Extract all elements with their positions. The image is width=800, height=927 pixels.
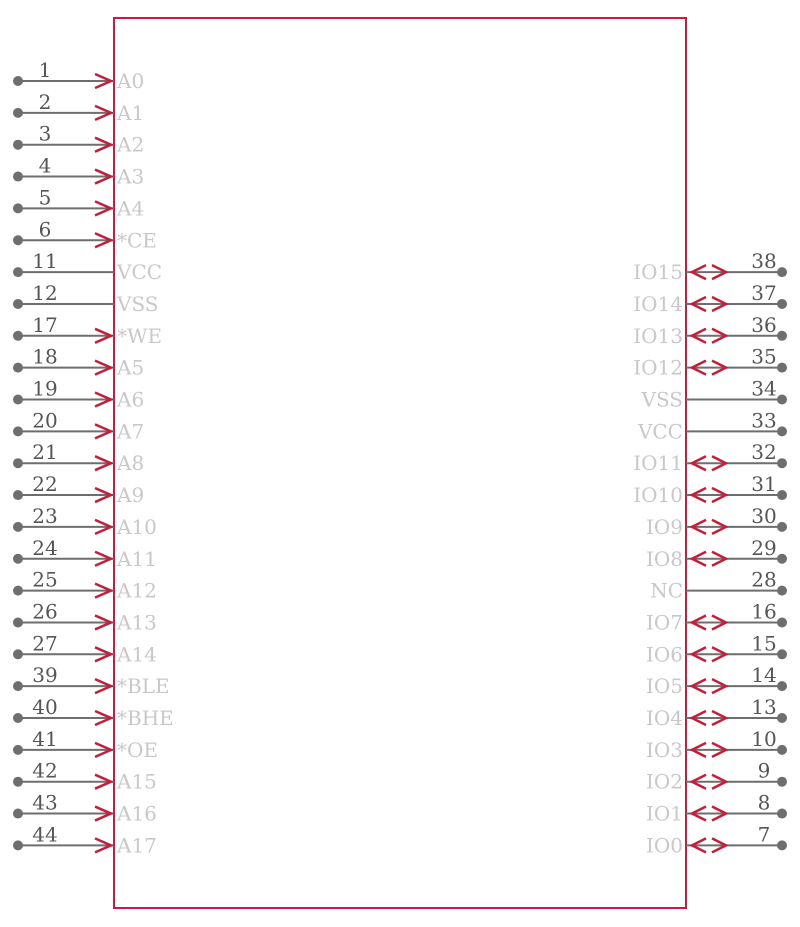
pin-end-dot: [13, 299, 23, 309]
pin-name: IO12: [633, 355, 683, 380]
pin-end-dot: [777, 617, 787, 627]
pin-number: 25: [32, 567, 58, 592]
pin-number: 10: [751, 726, 777, 751]
pin-end-dot: [777, 681, 787, 691]
pin-number: 17: [32, 312, 58, 337]
pin-name: A11: [117, 546, 157, 571]
pin-end-dot: [13, 649, 23, 659]
pin-number: 29: [751, 535, 777, 560]
pin-34: [641, 377, 788, 412]
pin-name: A17: [117, 833, 157, 858]
pin-22: [13, 472, 144, 507]
pin-end-dot: [777, 299, 787, 309]
pin-number: 14: [751, 663, 777, 688]
pin-number: 11: [32, 249, 58, 274]
pin-name: IO13: [633, 323, 683, 348]
pin-8: [646, 791, 787, 826]
pin-name: A0: [117, 69, 145, 93]
pin-name: A4: [117, 196, 145, 221]
pin-name: A15: [117, 769, 157, 794]
pin-number: 31: [751, 472, 777, 497]
pin-name: IO8: [645, 546, 683, 571]
pin-name: A7: [117, 419, 145, 444]
pin-number: 8: [757, 790, 771, 815]
pin-13: [646, 695, 787, 730]
pin-name: NC: [650, 578, 683, 603]
pin-end-dot: [777, 554, 787, 564]
pin-name: IO7: [645, 610, 683, 635]
pin-number: 6: [38, 217, 52, 242]
pin-end-dot: [13, 840, 23, 850]
pin-name: A6: [117, 387, 145, 412]
pin-name: VSS: [117, 291, 159, 316]
pin-2: [13, 90, 144, 125]
pin-35: [633, 345, 787, 380]
pin-42: [13, 759, 157, 794]
pin-end-dot: [13, 426, 23, 436]
pin-number: 12: [32, 280, 58, 305]
pin-15: [646, 631, 787, 666]
pin-end-dot: [13, 172, 23, 182]
pin-end-dot: [777, 331, 787, 341]
pin-end-dot: [777, 458, 787, 468]
pin-18: [13, 345, 144, 380]
pin-number: 26: [32, 599, 58, 624]
pin-end-dot: [13, 713, 23, 723]
pin-end-dot: [13, 203, 23, 213]
pin-number: 9: [757, 758, 771, 783]
pin-4: [13, 154, 144, 189]
pin-21: [13, 440, 144, 475]
pin-end-dot: [13, 267, 23, 277]
pin-number: 40: [32, 695, 58, 719]
pin-number: 4: [38, 153, 52, 178]
pin-23: [13, 504, 157, 539]
pin-name: A13: [117, 610, 157, 635]
pin-name: *BLE: [117, 674, 170, 699]
pin-end-dot: [13, 554, 23, 564]
pin-name: *CE: [117, 228, 157, 253]
pin-name: A12: [117, 578, 157, 603]
pin-19: [13, 377, 144, 412]
pin-9: [646, 759, 787, 794]
left-pin-group: [13, 58, 174, 857]
pin-end-dot: [777, 267, 787, 277]
pin-number: 34: [751, 376, 777, 401]
pin-end-dot: [13, 617, 23, 627]
pin-name: IO3: [645, 737, 683, 762]
pin-6: [13, 217, 157, 252]
pin-end-dot: [777, 586, 787, 596]
pin-end-dot: [777, 713, 787, 723]
pin-number: 2: [38, 89, 52, 114]
pin-number: 38: [751, 249, 777, 274]
pin-name: IO9: [645, 514, 683, 539]
pin-end-dot: [13, 235, 23, 245]
pin-end-dot: [13, 395, 23, 405]
pin-end-dot: [13, 681, 23, 691]
pin-number: 37: [751, 280, 777, 305]
pin-end-dot: [13, 108, 23, 118]
pin-number: 7: [757, 822, 771, 847]
pin-29: [646, 536, 787, 571]
pin-name: IO2: [645, 769, 683, 794]
pin-number: 30: [751, 503, 777, 528]
pin-5: [13, 185, 144, 220]
pin-16: [646, 599, 787, 634]
pin-number: 44: [32, 822, 58, 847]
pin-end-dot: [13, 363, 23, 373]
pin-end-dot: [777, 363, 787, 373]
pin-name: IO5: [645, 674, 683, 699]
pin-number: 27: [32, 631, 58, 656]
pin-name: VCC: [637, 419, 683, 444]
pin-name: IO15: [633, 260, 683, 285]
pin-name: VSS: [641, 387, 683, 412]
pin-end-dot: [777, 840, 787, 850]
pin-number: 28: [751, 567, 777, 592]
pin-39: [13, 663, 170, 698]
pin-25: [13, 568, 157, 603]
pin-31: [633, 472, 787, 507]
pin-end-dot: [13, 458, 23, 468]
pin-name: *OE: [117, 737, 158, 762]
pin-number: 1: [38, 58, 52, 82]
pin-number: 15: [751, 631, 777, 656]
pin-name: VCC: [117, 260, 163, 285]
pin-name: IO4: [645, 706, 683, 730]
pin-number: 20: [32, 408, 58, 433]
pin-name: A5: [117, 355, 145, 380]
pin-end-dot: [777, 490, 787, 500]
pin-7: [646, 822, 787, 857]
pin-number: 5: [38, 185, 52, 210]
pin-20: [13, 408, 144, 443]
pin-44: [13, 822, 157, 857]
pin-40: [13, 695, 174, 730]
pin-38: [633, 249, 787, 284]
pin-end-dot: [13, 777, 23, 787]
pin-1: [13, 58, 144, 93]
pin-3: [13, 122, 144, 157]
pin-number: 42: [32, 758, 58, 783]
pin-end-dot: [777, 395, 787, 405]
pin-number: 21: [32, 440, 58, 465]
pin-number: 23: [32, 503, 58, 528]
pin-name: A3: [117, 164, 145, 189]
pin-17: [13, 313, 162, 348]
pin-name: IO14: [633, 291, 683, 316]
pin-name: A1: [117, 100, 145, 125]
pin-32: [633, 440, 787, 475]
pin-number: 16: [751, 599, 777, 624]
pin-number: 41: [32, 726, 58, 751]
pin-end-dot: [13, 586, 23, 596]
pin-name: *WE: [117, 323, 163, 348]
pin-name: IO6: [645, 642, 683, 667]
pin-number: 24: [32, 535, 58, 560]
pin-end-dot: [777, 522, 787, 532]
pin-name: A8: [117, 451, 145, 476]
pin-number: 43: [32, 790, 58, 815]
pin-end-dot: [13, 522, 23, 532]
pin-name: A14: [117, 642, 157, 667]
pin-36: [633, 313, 787, 348]
pin-end-dot: [13, 809, 23, 819]
pin-43: [13, 791, 157, 826]
pin-end-dot: [13, 490, 23, 500]
pin-name: IO1: [645, 801, 683, 826]
pin-30: [646, 504, 787, 539]
pin-number: 36: [751, 312, 777, 337]
pin-number: 35: [751, 344, 777, 369]
pin-name: A2: [117, 132, 145, 157]
pin-11: [13, 249, 162, 284]
pin-24: [13, 536, 157, 571]
pin-end-dot: [777, 745, 787, 755]
pin-12: [13, 281, 159, 316]
pin-number: 13: [751, 695, 777, 719]
pin-27: [13, 631, 157, 666]
pin-number: 3: [38, 121, 52, 146]
pin-name: IO10: [633, 483, 683, 508]
pin-name: A10: [117, 514, 157, 539]
ic-body-outline: [114, 18, 686, 908]
pin-end-dot: [777, 777, 787, 787]
pin-number: 18: [32, 344, 58, 369]
pin-33: [637, 408, 787, 443]
pin-end-dot: [13, 76, 23, 86]
pin-end-dot: [777, 809, 787, 819]
pin-name: A9: [117, 483, 145, 508]
pin-end-dot: [13, 745, 23, 755]
pin-end-dot: [13, 331, 23, 341]
pin-end-dot: [13, 140, 23, 150]
right-pin-group: [633, 249, 787, 857]
pin-37: [633, 281, 787, 316]
pin-number: 22: [32, 472, 58, 497]
pin-number: 19: [32, 376, 58, 401]
pin-end-dot: [777, 649, 787, 659]
pin-name: *BHE: [117, 706, 174, 730]
pin-41: [13, 727, 158, 762]
pin-14: [646, 663, 787, 698]
pin-number: 39: [32, 663, 58, 688]
pin-name: A16: [117, 801, 157, 826]
pin-number: 33: [751, 408, 777, 433]
pin-10: [646, 727, 787, 762]
pin-28: [650, 568, 787, 603]
pin-name: IO11: [633, 451, 683, 476]
pin-number: 32: [751, 440, 777, 465]
pin-end-dot: [777, 426, 787, 436]
pin-name: IO0: [645, 833, 683, 858]
pin-26: [13, 599, 157, 634]
